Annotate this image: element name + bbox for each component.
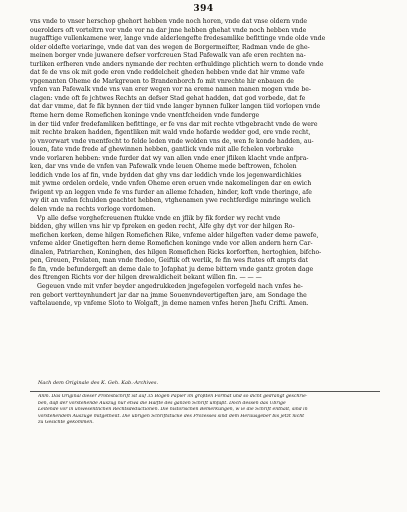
body-line: in der tiid vnfer fredefamliken befittinge, er fe vns dar mit rechte vtbgebracht vnde de were: [30, 120, 318, 128]
body-line: dinalen, Patriarchen, Koninghen, des hilgen Romefichen Ricks korforften, hertoghien, bifcho-: [30, 248, 322, 256]
body-line: vpgenanten Oheme de Markgreuen to Brandenborch fo mit vnrechte hir enbauen de: [30, 77, 294, 85]
body-line: ren gebort vertteynhundert jar dar na jmme Souenvndevertigeften jare, am Sondage the: [30, 291, 307, 299]
footnote-divider: [30, 391, 380, 392]
footnote-line: Leitende vor in unwesentlichen Rechtsdeductionen. Die historischen Bemerkungen, w ie die Schrift enthält, sind in: [38, 407, 308, 413]
body-line: vnfen van Pafewalk vnde vns van erer wegen vor na ereme namen manen mogen vnde be-: [30, 86, 311, 94]
body-line: clagen: vnde oft fe jchtwes Rechts an defser Stad gehat hadden, dat god vorbede, dat fe: [30, 94, 306, 102]
body-line: vns vnde to vnser herschop ghehort hebben vnde noch horen, vnde dat vnse oldern vnde: [30, 18, 308, 25]
body-line: Gegeuen vnde mit vnfer beyder angedrukkeden jngefegelen vorfegeld nach vnfes he-: [37, 282, 303, 290]
body-line: ken, dar vns vnde de vnfen van Pafewalk vnde leuen Oheme mede beftrowen, fcholen: [30, 163, 297, 171]
body-line: delen vnde na rechts vorloge vordomen.: [30, 206, 156, 214]
footnote-line: vorstehendem Auszuge mitgetheilt. Die übrigen Schriftstücke des Prozesses sind dem Herausgeber bis jetzt nicht: [38, 413, 305, 419]
body-line: bidden, ghy willen vns hir vp fpreken en geden recht, Alfe ghy dyt vor der hilgen Ro-: [30, 223, 295, 231]
body-line: older oldefte voriaringe, vnde dat van des wegen de Borgermeifter, Radman vnde de ghe-: [30, 43, 310, 51]
body-line: dat dar vmme, dat fe fik bynnen der tiid vnde langer bynnen fulker langen tiid vorlopen vnde: [30, 103, 321, 111]
body-line: vnfeme alder Gnetigeften hern deme Romefichen koninge vnde vor allen andern hern Car-: [30, 240, 313, 248]
body-line: fwigent vp an leggen vnde fe vns furder an alleme fchaden, hinder, koft vnde theringe, afe: [30, 188, 312, 196]
body-line: mit rechte braken hadden, figentliken mit wald vnde hofarde wedder god, ere vnde recht,: [30, 129, 311, 137]
body-line: meinen borger vnde juwanere defser vorfcreuen Stad Pafewalk van afe eren rechten na-: [30, 52, 306, 60]
body-line: ouerolders oft vorteltrn vor vnde vor na dar jnne hebben ghehat vnde noch hebben vnde: [30, 26, 307, 34]
document-body: [30, 18, 380, 309]
body-line: fe fin, vnde befundergeft an deme dale to Jofaphat ju deme bittern vnde gantz groten dage: [30, 265, 314, 273]
body-line: wy dit an vnfen fchulden geachtet hebben, vtghenamen ywe rechtferdige minringe welich: [30, 197, 311, 205]
body-line: Vp alle defse vorghefcreuenen ftukke vnde en jflik by fik forder wy recht vnde: [37, 214, 281, 222]
body-line: nugafftige vullenkamene wer, lange vnde alderlengefte fredesamlike befittinge vnde olde vnde: [30, 35, 326, 43]
page-number: 394: [193, 4, 214, 14]
body-line: mefichen kerken, deme hilgen Romefichen Rike, vnfeme alder hilgeften vader deme pawefe,: [30, 231, 319, 239]
source-note: Nach dem Originale des K. Geh. Kab.-Archives.: [38, 380, 159, 386]
body-line: pen, Greuen, Prelaten, man vnde ftedeo, Geiftik oft werlik, fe fin wes ftates oft ampts dat: [30, 257, 309, 265]
body-line: vaftelauende, vp vnfeme Sloto to Wolgaft, jn deme namen vnfes heren Jhefu Crifti. Amen.: [30, 300, 309, 308]
body-line: louen, fate vnde frede af ghewinnen hebben, gantlick vnde mit alle fchelen vorbrake: [30, 146, 294, 154]
body-line: des ftrengen Richts vor der hilgen drewaldicheit bekant willen fin. — — —: [30, 274, 262, 282]
footnote: [38, 394, 380, 427]
footnote-line: ben, daß der vorstehende Auszug nur etwa die Hälfte des ganzen Schrift umfaßt. Doch dessen das Übrige: [38, 400, 286, 406]
body-line: dat fe de vns ok mit gode eren vnde reddelcheit gheden hebben vnde dat hir vmme vafe: [30, 69, 305, 77]
body-line: leddich vnde los af fin, vnde bydden dat ghy vns dar leddich vnde los jegenwardichkies: [30, 171, 302, 179]
body-line: fteme hern deme Romefichen koninge vnde vnentfcheiden vnde funderge: [30, 112, 260, 120]
footnote-line: zu Gesichte gekommen.: [38, 420, 94, 426]
body-line: vnde vorlaren hebben: vnde furder dat wy van allen vnde ener jfliken klacht vnde anfpra-: [30, 154, 309, 162]
body-line: turliken erfheren vnde anders nymande der rechten erfhuldinge plichtich wern to donde vnde: [30, 60, 324, 68]
footnote-line: Anm. Das Original dieser Protestschrift ist auf 35 Bogen Papier im größten Format und so dicht gedrängt geschrie-: [38, 394, 308, 399]
body-line: mit ywme ordelen ordele, vnde vnfen Oheme eren eruen vnde nakomelingen dar en ewich: [30, 180, 312, 188]
body-line: jo vnvorwart vnde vnentfecht to felde leden vnde wolden vns de, wen fe konde hadden, au-: [30, 137, 314, 145]
